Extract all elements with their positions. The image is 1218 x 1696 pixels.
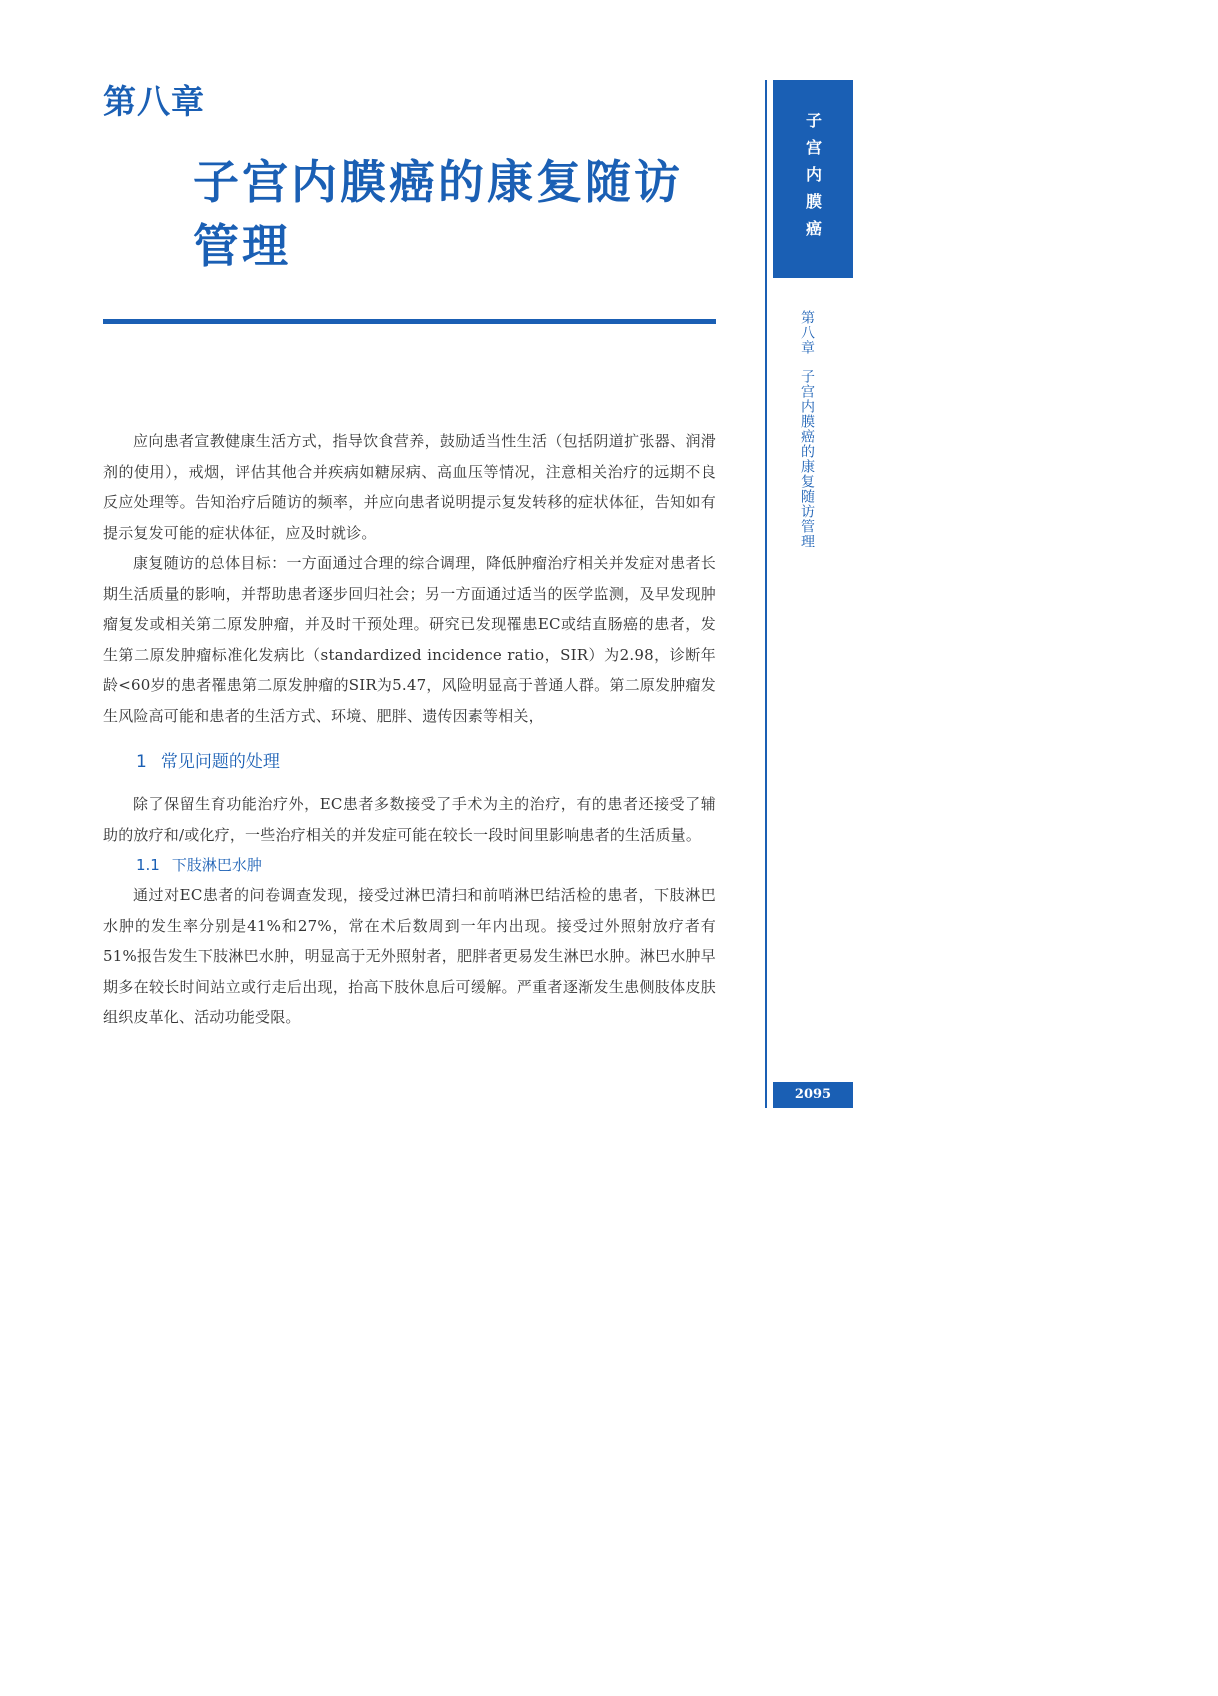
section-1-paragraph: 除了保留生育功能治疗外，EC患者多数接受了手术为主的治疗，有的患者还接受了辅助的放疗和/或化疗，一些治疗相关的并发症可能在较长一段时间里影响患者的生活质量。	[103, 795, 716, 844]
running-head-chapter: 第八章	[799, 310, 815, 355]
intro-paragraph-1: 应向患者宣教健康生活方式，指导饮食营养，鼓励适当性生活（包括阴道扩张器、润滑剂的使用），戒烟，评估其他合并疾病如糖尿病、高血压等情况，注意相关治疗的远期不良反应处理等。告知治疗后随访的频率，并应向患者说明提示复发转移的症状体征，告知如有提示复发可能的症状体征，应及时就诊。	[103, 432, 716, 542]
body-text	[103, 426, 716, 1033]
page-number: 2095	[773, 1082, 853, 1108]
subsection-title: 下肢淋巴水肿	[171, 856, 262, 874]
running-head	[794, 310, 820, 549]
subsection-number: 1.1	[136, 856, 160, 874]
title-divider	[103, 319, 716, 324]
section-heading-1	[103, 747, 716, 777]
subsection-heading-1-1	[103, 850, 716, 880]
thumb-tab-label: 子宫内膜癌	[803, 111, 823, 247]
chapter-label: 第八章	[103, 82, 205, 121]
margin-rule	[765, 80, 767, 1108]
chapter-title: 子宫内膜癌的康复随访管理	[193, 155, 683, 273]
section-title: 常见问题的处理	[160, 752, 280, 772]
section-number: 1	[136, 752, 147, 772]
intro-paragraph-2: 康复随访的总体目标：一方面通过合理的综合调理，降低肿瘤治疗相关并发症对患者长期生活质量的影响，并帮助患者逐步回归社会；另一方面通过适当的医学监测，及早发现肿瘤复发或相关第二原发肿瘤，并及时干预处理。研究已发现罹患EC或结直肠癌的患者，发生第二原发肿瘤标准化发病比（standardized incidence ratio，SIR）为2.98，诊断年龄<60岁的患者罹患第二原发肿瘤的SIR为5.47，风险明显高于普通人群。第二原发肿瘤发生风险高可能和患者的生活方式、环境、肥胖、遗传因素等相关，	[103, 554, 716, 725]
subsection-1-1-paragraph: 通过对EC患者的问卷调查发现，接受过淋巴清扫和前哨淋巴结活检的患者，下肢淋巴水肿的发生率分别是41%和27%，常在术后数周到一年内出现。接受过外照射放疗者有51%报告发生下肢淋巴水肿，明显高于无外照射者，肥胖者更易发生淋巴水肿。淋巴水肿早期多在较长时间站立或行走后出现，抬高下肢休息后可缓解。严重者逐渐发生患侧肢体皮肤组织皮革化、活动功能受限。	[103, 886, 716, 1026]
thumb-tab	[773, 80, 853, 278]
running-head-title: 子宫内膜癌的康复随访管理	[799, 369, 815, 549]
